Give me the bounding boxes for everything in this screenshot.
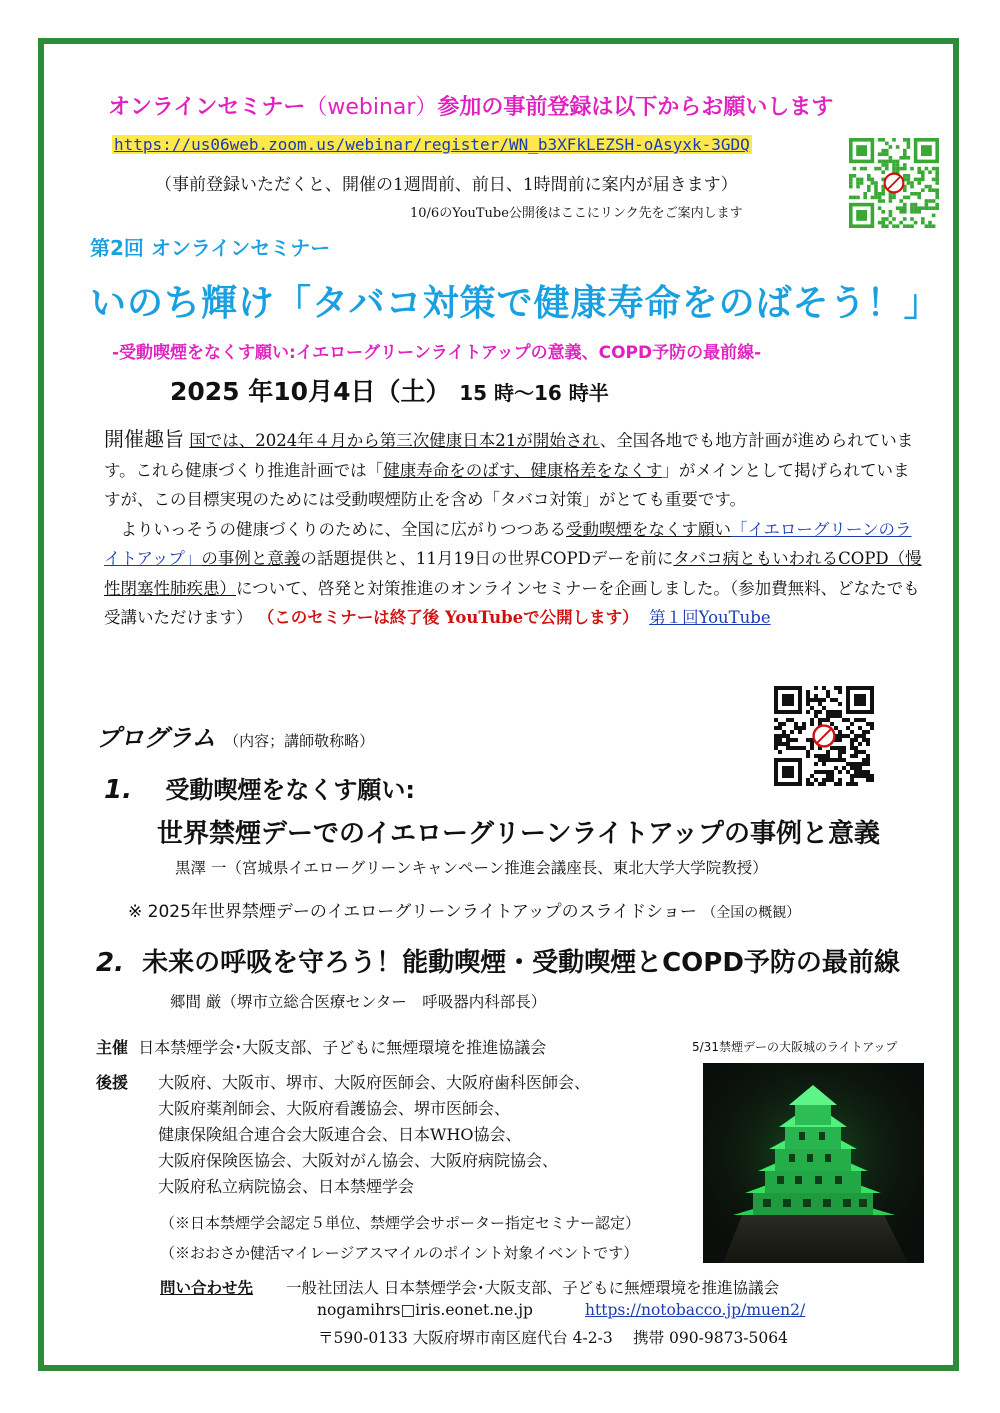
purpose-p2-d: の話題提供と、11月19日の世界COPDデーを前に — [300, 549, 674, 568]
contact-address: 〒590-0133 大阪府堺市南区庭代台 4-2-3 携帯 090-9873-5064 — [318, 1329, 788, 1347]
registration-title-a: オンラインセミナー — [108, 95, 306, 120]
purpose-p1-c: 健康寿命をのばす、健康格差をなくす — [383, 460, 663, 480]
main-title: いのち輝け「タバコ対策で健康寿命をのばそう！」 — [90, 283, 941, 324]
item1-speaker: 黒澤 一（宮城県イエローグリーンキャンペーン推進会議座長、東北大学大学院教授） — [175, 859, 768, 877]
item1-title-line2: 世界禁煙デーでのイエローグリーンライトアップの事例と意義 — [157, 819, 881, 849]
item2-number: 2. — [96, 948, 124, 978]
support-label: 後援 — [96, 1073, 129, 1092]
slideshow-subnote: （全国の概観） — [702, 905, 801, 921]
host-line — [96, 1035, 546, 1058]
contact-organization: 一般社団法人 日本禁煙学会･大阪支部、子どもに無煙環境を推進協議会 — [286, 1279, 780, 1297]
slideshow-text: ※ 2025年世界禁煙デーのイエローグリーンライトアップのスライドショー — [128, 902, 697, 922]
program-note: （内容；講師敬称略） — [224, 732, 375, 750]
host-label: 主催 — [96, 1038, 129, 1057]
support-line: 大阪府保険医協会、大阪対がん協会、大阪府病院協会、 — [158, 1151, 559, 1170]
youtube-publish-note: （このセミナーは終了後 YouTubeで公開します） — [257, 608, 639, 627]
contact-email[interactable]: nogamihrs□iris.eonet.ne.jp — [317, 1301, 533, 1319]
slideshow-note — [128, 897, 800, 922]
contact-website-link[interactable]: https://notobacco.jp/muen2/ — [585, 1301, 806, 1319]
item2-speaker: 郷間 厳（堺市立総合医療センター 呼吸器内科部長） — [170, 993, 547, 1011]
first-youtube-link[interactable]: 第１回YouTube — [649, 608, 771, 627]
registration-qr-code[interactable] — [849, 138, 939, 228]
purpose-p2-f: について、啓発と対策推進のオンラインセミナーを企画しました。（参加費無料、どなたでも受講いただけます） — [104, 578, 920, 627]
item1-number: 1. — [104, 775, 132, 805]
purpose-p1-a: 国では、2024年４月から第三次健康日本21が開始され — [189, 431, 600, 450]
registration-title-paren: （webinar） — [305, 95, 438, 120]
seminar-number: 第2回 オンラインセミナー — [90, 236, 331, 260]
purpose-p2-e: タバコ病ともいわれるCOPD（慢性閉塞性肺疾患） — [104, 549, 922, 598]
purpose-section — [104, 425, 924, 633]
item1-title-line1: 受動喫煙をなくす願い: — [165, 776, 415, 804]
osaka-castle-photo — [703, 1063, 924, 1263]
subtitle: -受動喫煙をなくす願い:イエローグリーンライトアップの意義、COPD予防の最前線- — [112, 343, 762, 363]
purpose-p1-b: 、全国各地でも地方計画が進められています。これら健康づくり推進計画では「 — [104, 431, 914, 480]
event-date — [170, 372, 609, 408]
program-item-1 — [104, 770, 415, 805]
purpose-p2-c: の事例と意義 — [201, 549, 301, 568]
certification-note: （※日本禁煙学会認定５単位、禁煙学会サポーター指定セミナー認定） — [160, 1214, 641, 1232]
purpose-p1-d: 」がメインとして掲げられていますが、この目標実現のためには受動喫煙防止を含め「タバコ対策」がとても重要です。 — [104, 460, 910, 509]
support-line: 大阪府、大阪市、堺市、大阪府医師会、大阪府歯科医師会、 — [158, 1073, 591, 1092]
support-line: 大阪府私立病院協会、日本禁煙学会 — [158, 1177, 415, 1196]
event-note: （※おおさか健活マイレージアスマイルのポイント対象イベントです） — [160, 1244, 639, 1262]
registration-heading — [108, 90, 833, 121]
purpose-p2-b: 受動喫煙をなくす願い — [566, 519, 731, 539]
yellow-green-lightup-link[interactable]: 「イエローグリーンのライトアップ」 — [104, 519, 912, 568]
purpose-heading: 開催趣旨 — [104, 427, 184, 451]
time-text: 15 時～16 時半 — [459, 381, 609, 405]
registration-title-b: 参加の事前登録は以下からお願いします — [437, 95, 834, 120]
youtube-qr-code[interactable] — [774, 686, 874, 786]
registration-note: （事前登録いただくと、開催の1週間前、前日、1時間前に案内が届きます） — [155, 175, 738, 195]
contact-label: 問い合わせ先 — [160, 1278, 254, 1297]
program-heading — [96, 718, 374, 753]
support-line: 健康保険組合連合会大阪連合会、日本WHO協会、 — [158, 1125, 522, 1144]
program-item-2 — [96, 942, 900, 979]
registration-link[interactable]: https://us06web.zoom.us/webinar/register/WN_b3XFkLEZSH-oAsyxk-3GDQ — [114, 135, 750, 154]
purpose-p2-a: よりいっそうの健康づくりのために、全国に広がりつつある — [104, 519, 566, 539]
photo-caption: 5/31禁煙デーの大阪城のライトアップ — [692, 1040, 898, 1054]
youtube-note: 10/6のYouTube公開後はここにリンク先をご案内します — [410, 206, 743, 221]
host-text: 日本禁煙学会･大阪支部、子どもに無煙環境を推進協議会 — [138, 1038, 547, 1057]
item2-title: 未来の呼吸を守ろう！能動喫煙・受動喫煙とCOPD予防の最前線 — [142, 948, 900, 978]
date-text: 2025 年10月4日（土） — [170, 377, 451, 406]
program-title: プログラム — [96, 724, 216, 752]
support-line: 大阪府薬剤師会、大阪府看護協会、堺市医師会、 — [158, 1099, 511, 1118]
